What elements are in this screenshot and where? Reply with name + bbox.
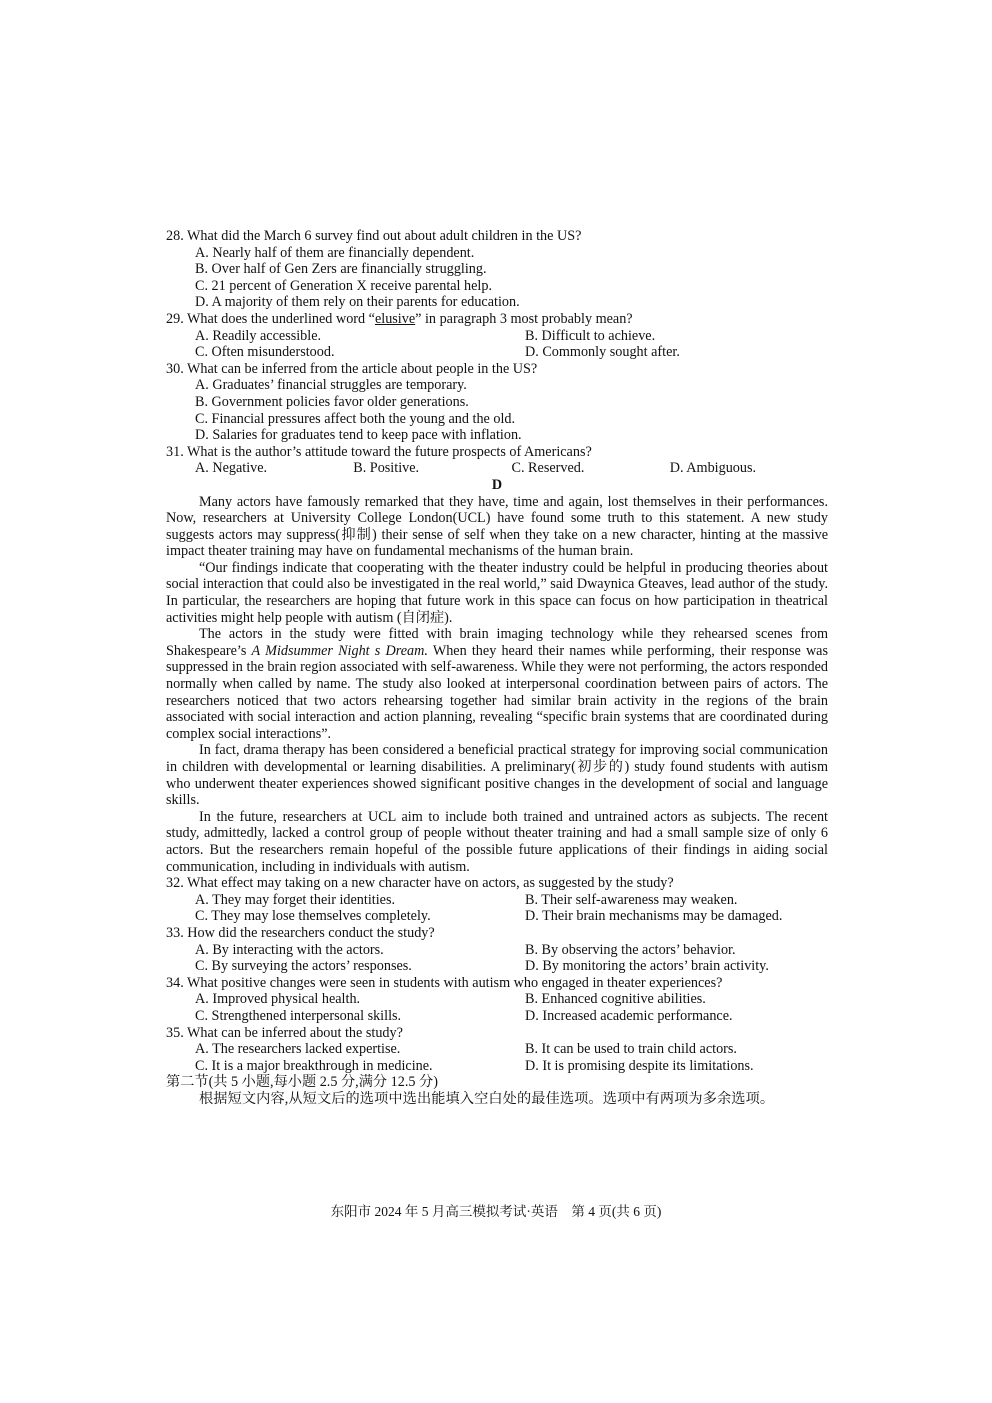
- option-32c: C. They may lose themselves completely.: [195, 908, 431, 925]
- options-row: [166, 942, 828, 959]
- play-title: A Midsummer Night s Dream.: [251, 642, 428, 659]
- option-32d: D. Their brain mechanisms may be damaged.: [525, 908, 783, 925]
- option-33d: D. By monitoring the actors’ brain activity.: [525, 958, 769, 975]
- option-28a: A. Nearly half of them are financially dependent.: [195, 244, 475, 261]
- options-row: [166, 991, 828, 1008]
- passage-paragraph-2: “Our findings indicate that cooperating with the theater industry could be helpful in producing theories about social interaction that could also be investigated in the real world,” said Dwaynica Gteaves, lead author of the study. In particular, the researchers are hoping that future work in this space can focus on how participation in theatrical activities might help people with autism (自闭症).: [166, 559, 828, 626]
- option-32b: B. Their self-awareness may weaken.: [525, 891, 738, 908]
- paragraph-3-start: The actors in the study were fitted with brain imaging technology while they rehearsed scenes from Shakespeare’s: [166, 626, 828, 659]
- option-35c: C. It is a major breakthrough in medicine.: [195, 1057, 433, 1074]
- options-row: [166, 908, 828, 925]
- option-30c: C. Financial pressures affect both the young and the old.: [195, 410, 516, 427]
- option-29a: A. Readily accessible.: [195, 327, 322, 344]
- question-28: 28. What did the March 6 survey find out about adult children in the US?: [166, 228, 582, 244]
- passage-paragraph-1: Many actors have famously remarked that they have, time and again, lost themselves in their performances. Now, researchers at University College London(UCL) have found some truth to this statement. A new study suggests actors may suppress(抑制) their sense of self when they take on a new character, hinting at the massive impact theater training may have on fundamental mechanisms of the human brain.: [166, 493, 828, 560]
- question-29: [166, 311, 828, 328]
- question-29-stem-start: 29. What does the underlined word “: [166, 310, 375, 327]
- passage-paragraph-3: [166, 626, 828, 742]
- option-28c: C. 21 percent of Generation X receive parental help.: [195, 277, 493, 294]
- options-row: [166, 344, 828, 361]
- option-30a: A. Graduates’ financial struggles are temporary.: [195, 377, 467, 394]
- option-28d: D. A majority of them rely on their parents for education.: [195, 294, 520, 311]
- option-33a: A. By interacting with the actors.: [195, 941, 384, 958]
- paragraph-3-end: When they heard their names while performing, their response was suppressed in the brain region associated with self-awareness. While they were not performing, the actors responded normally when called by name. The study also looked at interpersonal coordination between pairs of actors. The researchers noticed that two actors rehearsing together had similar brain activity in the regions of the brain associated with social interaction and action planning, revealing “specific brain systems that are coordinated during complex social interactions”.: [166, 642, 829, 742]
- option-33c: C. By surveying the actors’ responses.: [195, 958, 412, 975]
- option-31b: B. Positive.: [353, 460, 420, 477]
- option-34c: C. Strengthened interpersonal skills.: [195, 1007, 402, 1024]
- options-row: [166, 460, 828, 477]
- passage-paragraph-4: In fact, drama therapy has been considered a beneficial practical strategy for improving social communication in children with developmental or learning disabilities. A preliminary(初步的) study found students with autism who underwent theater experiences showed significant positive changes in the development of social and language skills.: [166, 742, 828, 809]
- option-35d: D. It is promising despite its limitations.: [525, 1057, 754, 1074]
- question-32: 32. What effect may taking on a new character have on actors, as suggested by the study?: [166, 875, 674, 892]
- options-row: [166, 958, 828, 975]
- section-2-instruction: 根据短文内容,从短文后的选项中选出能填入空白处的最佳选项。选项中有两项为多余选项。: [199, 1090, 775, 1107]
- option-31a: A. Negative.: [195, 460, 268, 477]
- question-35: 35. What can be inferred about the study?: [166, 1024, 403, 1041]
- options-row: [166, 1041, 828, 1058]
- option-34b: B. Enhanced cognitive abilities.: [525, 991, 706, 1008]
- option-31d: D. Ambiguous.: [669, 460, 757, 477]
- question-33: 33. How did the researchers conduct the study?: [166, 924, 435, 941]
- option-32a: A. They may forget their identities.: [195, 891, 396, 908]
- options-row: [166, 892, 828, 909]
- option-35b: B. It can be used to train child actors.: [525, 1041, 737, 1058]
- option-35a: A. The researchers lacked expertise.: [195, 1041, 401, 1058]
- options-row: [166, 1058, 828, 1075]
- option-31c: C. Reserved.: [511, 460, 585, 477]
- question-29-stem-end: ” in paragraph 3 most probably mean?: [415, 310, 633, 327]
- question-31: 31. What is the author’s attitude toward the future prospects of Americans?: [166, 443, 592, 460]
- question-30: 30. What can be inferred from the article about people in the US?: [166, 360, 538, 377]
- option-30d: D. Salaries for graduates tend to keep pace with inflation.: [195, 427, 522, 444]
- passage-letter: D: [491, 476, 503, 493]
- option-30b: B. Government policies favor older generations.: [195, 393, 469, 410]
- option-34a: A. Improved physical health.: [195, 991, 361, 1008]
- option-33b: B. By observing the actors’ behavior.: [525, 941, 736, 958]
- option-34d: D. Increased academic performance.: [525, 1007, 733, 1024]
- passage-paragraph-5: In the future, researchers at UCL aim to include both trained and untrained actors as subjects. The recent study, admittedly, lacked a control group of people without theater training and had a small sample size of only 6 actors. But the researchers remain hopeful of the possible future applications of their findings in aiding social communication, including in individuals with autism.: [166, 808, 828, 875]
- exam-page-content: [166, 228, 828, 1107]
- underlined-word: elusive: [374, 310, 416, 327]
- option-29c: C. Often misunderstood.: [195, 344, 335, 361]
- options-row: [166, 328, 828, 345]
- option-29b: B. Difficult to achieve.: [525, 327, 656, 344]
- section-2-heading: 第二节(共 5 小题,每小题 2.5 分,满分 12.5 分): [166, 1074, 438, 1091]
- question-34: 34. What positive changes were seen in students with autism who engaged in theater experiences?: [166, 974, 723, 991]
- page-footer: 东阳市 2024 年 5 月高三模拟考试·英语 第 4 页(共 6 页): [330, 1204, 662, 1219]
- option-29d: D. Commonly sought after.: [525, 344, 680, 361]
- option-28b: B. Over half of Gen Zers are financially struggling.: [195, 261, 487, 278]
- options-row: [166, 1008, 828, 1025]
